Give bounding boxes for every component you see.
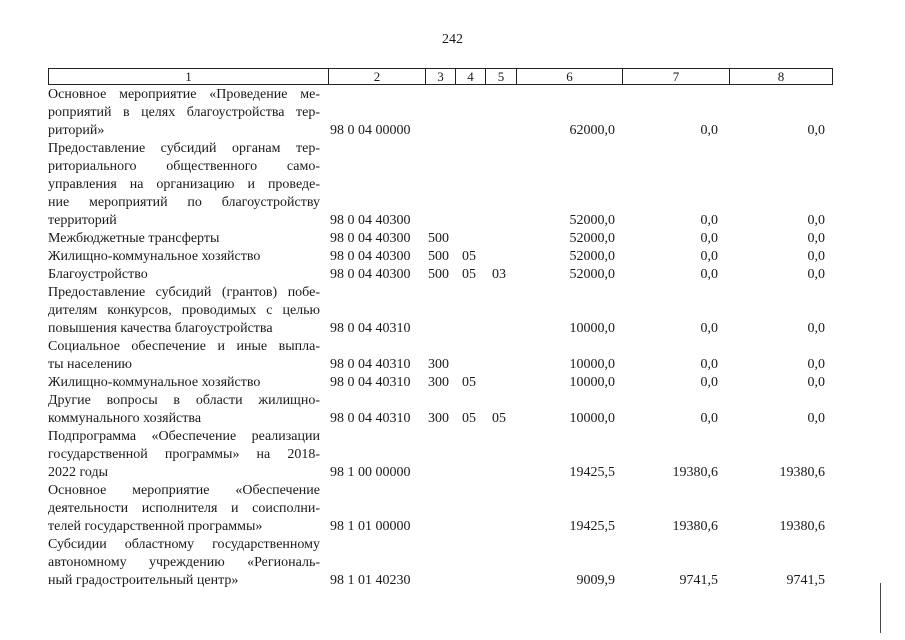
row-description	[48, 284, 320, 338]
row-col-7: 0,0	[700, 231, 718, 246]
row-col-8: 0,0	[807, 249, 825, 264]
row-col-8: 0,0	[807, 231, 825, 246]
row-col-7: 0,0	[700, 357, 718, 372]
row-col-4: 05	[462, 249, 476, 264]
description-line: территорий	[48, 213, 117, 228]
row-description	[48, 230, 320, 248]
description-line: Основное мероприятие «Обеспечение	[48, 483, 320, 498]
row-code: 98 0 04 40300	[330, 267, 411, 282]
description-line: деятельности исполнителя и соисполни-	[48, 501, 320, 516]
table-row	[48, 86, 838, 140]
row-col-7: 0,0	[700, 123, 718, 138]
row-col-8: 0,0	[807, 321, 825, 336]
row-col-3: 500	[428, 231, 449, 246]
table-row	[48, 374, 838, 392]
row-col-3: 500	[428, 267, 449, 282]
description-line: Другие вопросы в области жилищно-	[48, 393, 320, 408]
row-col-6: 19425,5	[569, 465, 615, 480]
description-line: повышения качества благоустройства	[48, 321, 273, 336]
header-col-7: 7	[623, 69, 730, 84]
row-col-6: 52000,0	[569, 249, 615, 264]
row-description	[48, 248, 320, 266]
description-line: ты населению	[48, 357, 132, 372]
table-row	[48, 536, 838, 590]
description-line: Основное мероприятие «Проведение ме-	[48, 87, 320, 102]
table-row	[48, 248, 838, 266]
row-col-8: 0,0	[807, 123, 825, 138]
table-row	[48, 230, 838, 248]
row-col-6: 19425,5	[569, 519, 615, 534]
description-line: автономному учреждению «Региональ-	[48, 555, 320, 570]
row-col-7: 0,0	[700, 411, 718, 426]
row-description	[48, 392, 320, 428]
description-line: Субсидии областному государственному	[48, 537, 320, 552]
description-line: Предоставление субсидий (грантов) побе-	[48, 285, 320, 300]
row-code: 98 0 04 40310	[330, 375, 411, 390]
row-col-4: 05	[462, 267, 476, 282]
row-description	[48, 140, 320, 230]
table-row	[48, 482, 838, 536]
row-code: 98 1 00 00000	[330, 465, 411, 480]
row-col-7: 19380,6	[672, 465, 718, 480]
table-body	[48, 86, 838, 590]
header-col-6: 6	[517, 69, 623, 84]
row-code: 98 0 04 40300	[330, 213, 411, 228]
description-line: управления на организацию и проведе-	[48, 177, 320, 192]
table-header	[48, 68, 833, 85]
row-col-6: 52000,0	[569, 231, 615, 246]
description-line: 2022 годы	[48, 465, 109, 480]
header-col-1: 1	[49, 69, 329, 84]
header-col-3: 3	[426, 69, 456, 84]
table-row	[48, 140, 838, 230]
row-col-4: 05	[462, 375, 476, 390]
header-col-2: 2	[329, 69, 426, 84]
row-col-4: 05	[462, 411, 476, 426]
description-line: риториального общественного само-	[48, 159, 320, 174]
description-line: коммунального хозяйства	[48, 411, 202, 426]
row-col-8: 0,0	[807, 213, 825, 228]
row-col-8: 0,0	[807, 375, 825, 390]
row-code: 98 0 04 40300	[330, 249, 411, 264]
row-code: 98 0 04 40310	[330, 411, 411, 426]
description-line: телей государственной программы»	[48, 519, 263, 534]
row-code: 98 0 04 40300	[330, 231, 411, 246]
row-description	[48, 266, 320, 284]
row-col-7: 0,0	[700, 321, 718, 336]
table-row	[48, 428, 838, 482]
row-col-6: 10000,0	[569, 411, 615, 426]
row-description	[48, 374, 320, 392]
row-col-3: 300	[428, 357, 449, 372]
scan-edge-line	[880, 583, 881, 633]
table-row	[48, 284, 838, 338]
description-line: Жилищно-коммунальное хозяйство	[48, 375, 261, 390]
description-line: риторий»	[48, 123, 105, 138]
row-code: 98 0 04 40310	[330, 321, 411, 336]
row-col-6: 62000,0	[569, 123, 615, 138]
description-line: Жилищно-коммунальное хозяйство	[48, 249, 261, 264]
description-line: Межбюджетные трансферты	[48, 231, 220, 246]
row-col-8: 19380,6	[779, 465, 825, 480]
description-line: роприятий в целях благоустройства тер-	[48, 105, 320, 120]
row-col-3: 300	[428, 411, 449, 426]
description-line: Подпрограмма «Обеспечение реализации	[48, 429, 320, 444]
row-col-7: 0,0	[700, 249, 718, 264]
row-code: 98 1 01 40230	[330, 573, 411, 588]
row-code: 98 0 04 40310	[330, 357, 411, 372]
description-line: Благоустройство	[48, 267, 148, 282]
row-code: 98 1 01 00000	[330, 519, 411, 534]
row-col-7: 19380,6	[672, 519, 718, 534]
row-description	[48, 86, 320, 140]
table-row	[48, 266, 838, 284]
table-row	[48, 392, 838, 428]
row-description	[48, 482, 320, 536]
row-col-6: 10000,0	[569, 357, 615, 372]
row-col-8: 19380,6	[779, 519, 825, 534]
row-col-5: 05	[492, 411, 506, 426]
description-line: государственной программы» на 2018-	[48, 447, 320, 462]
row-col-6: 52000,0	[569, 213, 615, 228]
header-col-5: 5	[486, 69, 517, 84]
row-col-7: 9741,5	[679, 573, 718, 588]
page-number: 242	[442, 32, 463, 47]
row-description	[48, 338, 320, 374]
row-code: 98 0 04 00000	[330, 123, 411, 138]
row-col-7: 0,0	[700, 213, 718, 228]
row-col-8: 0,0	[807, 411, 825, 426]
header-col-8: 8	[777, 69, 785, 84]
description-line: ние мероприятий по благоустройству	[48, 195, 320, 210]
description-line: ный градостроительный центр»	[48, 573, 239, 588]
description-line: Социальное обеспечение и иные выпла-	[48, 339, 320, 354]
row-description	[48, 536, 320, 590]
row-col-3: 300	[428, 375, 449, 390]
row-col-8: 0,0	[807, 357, 825, 372]
header-col-4: 4	[456, 69, 486, 84]
row-col-6: 9009,9	[576, 573, 615, 588]
row-description	[48, 428, 320, 482]
row-col-6: 10000,0	[569, 321, 615, 336]
row-col-7: 0,0	[700, 375, 718, 390]
row-col-8: 0,0	[807, 267, 825, 282]
description-line: дителям конкурсов, проводимых с целью	[48, 303, 320, 318]
row-col-7: 0,0	[700, 267, 718, 282]
table-row	[48, 338, 838, 374]
row-col-3: 500	[428, 249, 449, 264]
description-line: Предоставление субсидий органам тер-	[48, 141, 320, 156]
row-col-6: 52000,0	[569, 267, 615, 282]
row-col-8: 9741,5	[786, 573, 825, 588]
row-col-5: 03	[492, 267, 506, 282]
row-col-6: 10000,0	[569, 375, 615, 390]
